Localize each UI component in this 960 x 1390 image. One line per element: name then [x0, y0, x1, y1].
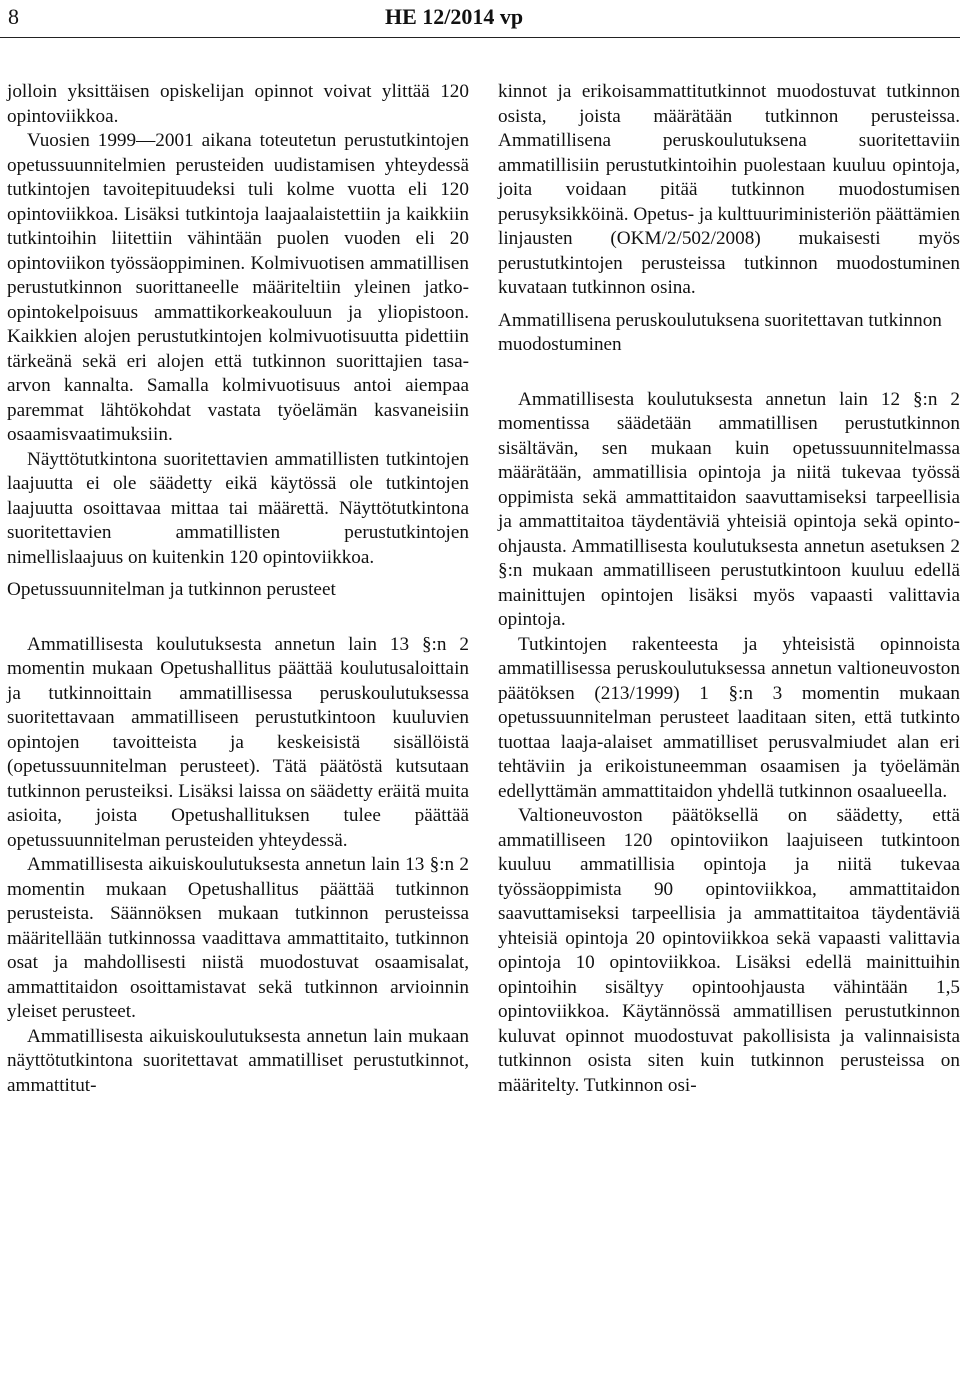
page-header: [0, 0, 960, 40]
paragraph: Vuosien 1999—2001 aikana toteutetun perustutkintojen opetussuunnitelmien perusteiden uudistamisen yhteydessä tutkintojen tavoitepituudeksi tuli kolme vuotta eli 120 opintoviikkoa. Lisäksi tutkintoja laajaalaistettiin ja kaikkiin tutkintoihin liitettiin vähintään puolen vuoden eli 20 opintoviikon työssäoppiminen. Kolmivuotisen ammatillisen perustutkinnon suorittaneelle määriteltiin yleinen jatko-opintokelpoisuus ammattikorkeakouluun ja yliopistoon. Kaikkien alojen perustutkintojen kolmivuotisuutta pidettiin tärkeänä sekä eri alojen että tutkinnon suorittajien tasa-arvon kannalta. Samalla kolmivuotisuus antoi aiempaa paremmat lähtökohdat vastata työelämän kasvaneisiin osaamisvaatimuksiin.: [7, 130, 469, 445]
paragraph: Ammatillisesta koulutuksesta annetun lain 12 §:n 2 momentissa säädetään ammatillisen perustutkinnon sisältävän, sen mukaan kuin opetussuunnitelmassa määrätään, ammatillisia opintoja ja niitä tukevaa työssä oppimista sekä ammattitaidon saavuttamiseksi tarpeellisia ja ammattitaitoa täydentäviä yhteisiä opintoja sekä opinto-ohjausta. Ammatillisesta koulutuksesta annetun asetuksen 2 §:n mukaan ammatilliseen perustutkintoon kuuluu edellä mainittujen opintojen lisäksi myös vapaasti valittavia opintoja.: [498, 388, 960, 630]
header-rule: [0, 37, 960, 38]
page-number: 8: [8, 4, 19, 29]
paragraph: Valtioneuvoston päätöksellä on säädetty, että ammatilliseen 120 opintoviikon laajuiseen tutkintoon kuuluu ammatillisia opintoja ja niitä tukevaa työssäoppimista 90 opintoviikkoa, ammattitaidon saavuttamiseksi tarpeellisia ja ammattitaitoa täydentäviä yhteisiä opintoja 20 opintoviikkoa sekä vapaasti valittavia opintoja 10 opintoviikkoa. Lisäksi edellä mainittuihin opintoihin sisältyy opintoohjausta vähintään 1,5 opintoviikkoa. Käytännössä ammatillisen perustutkinnon kuluvat opinnot muodostuvat pakollisista ja valinnaisista tutkinnon osista siten kuin tutkinnon perusteissa on määritelty. Tutkinnon osi-: [498, 805, 960, 1096]
section-heading: Ammatillisena peruskoulutuksena suoritettavan tutkinnon muodostuminen: [498, 309, 942, 355]
paragraph: Ammatillisesta aikuiskoulutuksesta annetun lain mukaan näyttötutkintona suoritettavat ammatilliset perustutkinnot, ammattitut-: [7, 1025, 469, 1096]
paragraph: Ammatillisesta aikuiskoulutuksesta annetun lain 13 §:n 2 momentin mukaan Opetushallitus päättää tutkinnon perusteista. Säännöksen mukaan tutkinnon perusteissa määritellään tutkinnossa vaadittava ammattitaito, tutkinnon osat ja mahdollisesti niistä muodostuvat osaamisalat, ammattitaidon osoittamistavat sekä tutkinnon arvioinnin yleiset perusteet.: [7, 854, 469, 1022]
paragraph: jolloin yksittäisen opiskelijan opinnot voivat ylittää 120 opintoviikkoa.: [7, 81, 469, 127]
section-heading: Opetussuunnitelman ja tutkinnon perusteet: [7, 579, 336, 600]
right-column: [498, 80, 960, 1098]
document-id: HE 12/2014 vp: [385, 4, 524, 29]
left-column: [7, 80, 469, 1098]
paragraph: kinnot ja erikoisammattitutkinnot muodostuvat tutkinnon osista, joista määrätään tutkinnon perusteissa. Ammatillisena peruskoulutuksena suoritettaviin ammatillisiin perustutkintoihin puolestaan kuuluu opintoja, joita voidaan pitää tutkinnon muodostumisen perusyksikköinä. Opetus- ja kulttuuriministeriön päättämien linjausten (OKM/2/502/2008) mukaisesti myös perustutkintojen perusteissa tutkinnon muodostuminen kuvataan tutkinnon osina.: [498, 81, 960, 298]
paragraph: Ammatillisesta koulutuksesta annetun lain 13 §:n 2 momentin mukaan Opetushallitus päättää koulutusaloittain ja tutkinnoittain ammatillisessa peruskoulutuksessa suoritettavaan ammatilliseen perustutkintoon kuuluvien opintojen tavoitteista ja keskeisistä sisällöistä (opetussuunnitelman perusteet). Tätä päätöstä kutsutaan tutkinnon perusteiksi. Lisäksi laissa on säädetty eräitä muita asioita, joista Opetushallituksen tulee päättää opetussuunnitelman perusteiden yhteydessä.: [7, 633, 469, 851]
paragraph: Tutkintojen rakenteesta ja yhteisistä opinnoista ammatillisessa peruskoulutuksessa annetun valtioneuvoston päätöksen (213/1999) 1 §:n 3 momentin mukaan opetussuunnitelman perusteet laaditaan siten, että tutkinto tuottaa laaja-alaiset ammatilliset perusvalmiudet alan eri tehtäviin ja erikoistuneemman osaamisen ja työelämän edellyttämän ammattitaidon yhdellä tutkinnon osaalueella.: [498, 633, 960, 802]
paragraph: Näyttötutkintona suoritettavien ammatillisten tutkintojen laajuutta ei ole säädetty eikä käytössä ole tutkintojen laajuutta osoittavaa mittaa tai määrettä. Näyttötutkintona suoritettavien ammatillisten perustutkintojen nimellislaajuus on kuitenkin 120 opintoviikkoa.: [7, 448, 469, 568]
